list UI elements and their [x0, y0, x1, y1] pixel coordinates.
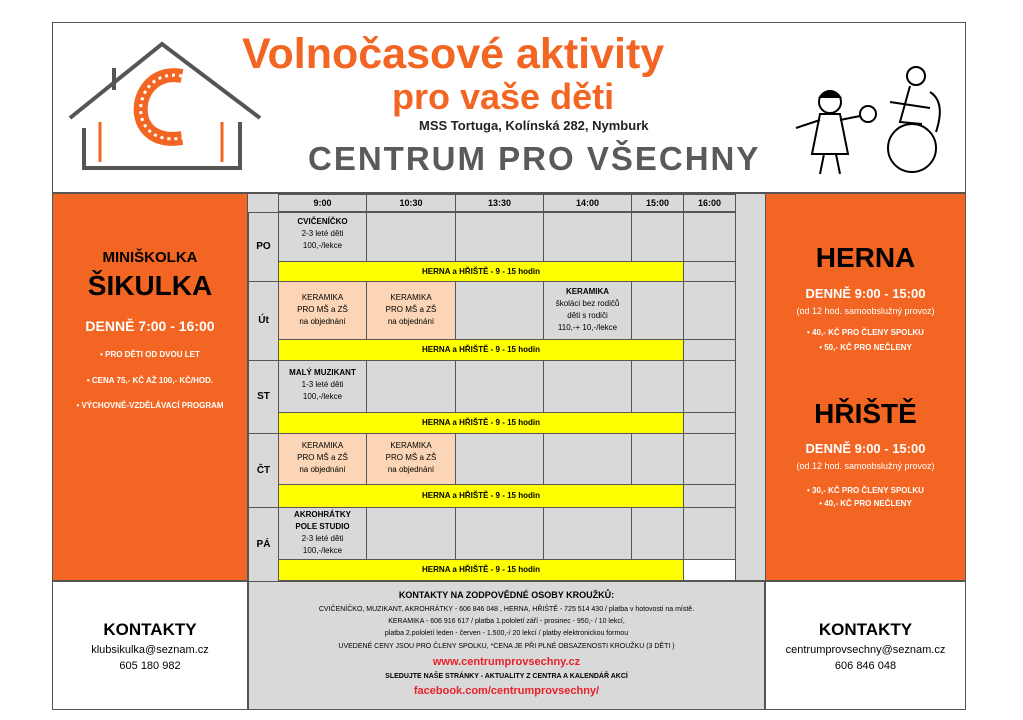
contacts-mid-line: KERAMIKA - 606 916 617 / platba 1.pololetí září - prosinec - 950,- / 10 lekcí,: [388, 618, 625, 625]
empty-cell: [543, 433, 632, 485]
empty-cell: [683, 484, 736, 508]
empty-cell: [683, 559, 736, 581]
time-header: 9:00: [278, 194, 367, 212]
follow-note: SLEDUJTE NAŠE STRÁNKY - AKTUALITY Z CENTRA A KALENDÁŘ AKCÍ: [385, 673, 628, 680]
empty-cell: [631, 360, 684, 413]
kids-drawing: [790, 62, 950, 180]
time-header: 16:00: [683, 194, 736, 212]
contacts-right: [765, 581, 966, 710]
herna-bar: HERNA a HŘIŠTĚ - 9 - 15 hodin: [278, 484, 684, 508]
contacts-title: KONTAKTY: [103, 620, 197, 639]
activity-name: AKROHRÁTKY: [294, 510, 351, 519]
herna-bullet: • 50,- KČ PRO NEČLENY: [819, 343, 912, 352]
contacts-mid-title: KONTAKTY NA ZODPOVĚDNÉ OSOBY KROUŽKŮ:: [398, 590, 615, 600]
ut-1030-cell: [366, 281, 456, 340]
hriste-note: (od 12 hod. samoobslužný provoz): [796, 461, 935, 471]
contacts-title: KONTAKTY: [818, 620, 913, 639]
activity-detail: školáci bez rodičů: [555, 299, 620, 308]
time-header: 10:30: [366, 194, 456, 212]
activity-name: KERAMIKA: [565, 287, 610, 296]
activity-note: na objednání: [299, 465, 346, 474]
contacts-left: [52, 581, 248, 710]
empty-cell: [455, 212, 544, 262]
activity-detail: PRO MŠ a ZŠ: [297, 453, 348, 462]
contacts-mid-note: UVEDENÉ CENY JSOU PRO ČLENY SPOLKU, *CENA JE PŘI PLNÉ OBSAZENOSTI KROUŽKU (3 DĚTI ): [338, 643, 675, 650]
herna-title: HERNA: [815, 242, 916, 273]
ut-900-cell: [278, 281, 367, 340]
empty-cell: [366, 507, 456, 560]
empty-cell: [683, 339, 736, 361]
hriste-title: HŘIŠTĚ: [814, 398, 917, 429]
empty-cell: [455, 360, 544, 413]
page-title: Volnočasové aktivity: [242, 30, 665, 78]
sikulka-bullet: • VÝCHOVNĚ-VZDĚLÁVACÍ PROGRAM: [76, 401, 224, 410]
empty-cell: [683, 212, 736, 262]
empty-cell: [683, 507, 736, 560]
centrum-logo-text: CENTRUM PRO VŠECHNY: [308, 140, 761, 177]
ct-1030-cell: [366, 433, 456, 485]
time-header: 14:00: [543, 194, 632, 212]
st-900-cell: [278, 360, 367, 413]
activity-detail: PRO MŠ a ZŠ: [385, 305, 437, 314]
website-link[interactable]: www.centrumprovsechny.cz: [432, 656, 581, 668]
contact-email[interactable]: centrumprovsechny@seznam.cz: [785, 644, 946, 656]
empty-cell: [683, 360, 736, 413]
empty-cell: [631, 433, 684, 485]
activity-name: KERAMIKA: [301, 441, 344, 450]
herna-bullet: • 40,- KČ PRO ČLENY SPOLKU: [807, 328, 924, 337]
sikulka-hours: DENNĚ 7:00 - 16:00: [85, 318, 215, 334]
day-label: ST: [248, 360, 279, 434]
time-header: 13:30: [455, 194, 544, 212]
herna-panel: [765, 193, 966, 581]
page-subtitle: pro vaše děti: [392, 76, 615, 117]
empty-cell: [631, 507, 684, 560]
sikulka-bullet: • CENA 75,- KČ AŽ 100,- KČ/HOD.: [86, 376, 214, 385]
herna-note: (od 12 hod. samoobslužný provoz): [796, 306, 935, 316]
facebook-link[interactable]: facebook.com/centrumprovsechny/: [413, 685, 600, 697]
empty-cell: [543, 507, 632, 560]
activity-detail: 2-3 leté děti: [301, 534, 344, 543]
activity-price: 100,-/lekce: [302, 546, 343, 555]
activity-name: KERAMIKA: [390, 441, 432, 450]
empty-cell: [631, 281, 684, 340]
activity-note: na objednání: [387, 317, 435, 326]
sikulka-bullet: • PRO DĚTI OD DVOU LET: [100, 350, 200, 359]
activity-detail: 1-3 leté děti: [301, 380, 344, 389]
activity-name: CVIČENÍČKO: [297, 217, 348, 226]
address: MSS Tortuga, Kolínská 282, Nymburk: [419, 118, 649, 133]
herna-bar: HERNA a HŘIŠTĚ - 9 - 15 hodin: [278, 559, 684, 581]
empty-cell: [543, 212, 632, 262]
day-label: PÁ: [248, 507, 279, 582]
empty-cell: [683, 433, 736, 485]
empty-cell: [366, 360, 456, 413]
empty-cell: [683, 412, 736, 434]
day-label: Út: [248, 281, 279, 361]
empty-cell: [455, 433, 544, 485]
activity-note: na objednání: [299, 317, 346, 326]
empty-cell: [683, 281, 736, 340]
hriste-bullet: • 30,- KČ PRO ČLENY SPOLKU: [807, 486, 924, 495]
activity-note: na objednání: [387, 465, 435, 474]
activity-price: 100,-/lekce: [302, 392, 343, 401]
empty-cell: [683, 261, 736, 282]
contacts-mid-line: platba 2.pololetí leden - červen - 1.500,-/ 20 lekcí / platby elektronickou formou: [384, 630, 629, 637]
day-label: ČT: [248, 433, 279, 508]
sikulka-title: ŠIKULKA: [87, 270, 213, 301]
day-label: PO: [248, 212, 279, 282]
empty-cell: [455, 281, 544, 340]
herna-bar: HERNA a HŘIŠTĚ - 9 - 15 hodin: [278, 261, 684, 282]
contact-email[interactable]: klubsikulka@seznam.cz: [91, 644, 209, 656]
activity-name: POLE STUDIO: [295, 522, 350, 531]
activity-name: KERAMIKA: [301, 293, 344, 302]
contacts-middle: [248, 581, 765, 710]
empty-cell: [366, 212, 456, 262]
activity-name: MALÝ MUZIKANT: [289, 368, 356, 377]
empty-cell: [631, 212, 684, 262]
contact-phone: 605 180 982: [119, 660, 181, 672]
sikulka-subtitle: MINIŠKOLKA: [102, 249, 198, 266]
sikulka-panel: [52, 193, 248, 581]
po-900-cell: [278, 212, 367, 262]
activity-price: 110,-+ 10,-/lekce: [557, 323, 618, 332]
activity-detail: 2-3 leté děti: [301, 229, 344, 238]
activity-detail: PRO MŠ a ZŠ: [297, 305, 348, 314]
hriste-bullet: • 40,- KČ PRO NEČLENY: [819, 499, 912, 508]
hriste-hours: DENNĚ 9:00 - 15:00: [805, 441, 926, 456]
schedule-table: [248, 193, 765, 581]
herna-hours: DENNĚ 9:00 - 15:00: [805, 286, 926, 301]
pa-900-cell: [278, 507, 367, 560]
herna-bar: HERNA a HŘIŠTĚ - 9 - 15 hodin: [278, 412, 684, 434]
activity-price: 100,-/lekce: [302, 241, 343, 250]
activity-detail: děti s rodiči: [567, 311, 608, 320]
empty-cell: [455, 507, 544, 560]
contacts-mid-line: CVIČENÍČKO, MUZIKANT, AKROHRÁTKY - 606 846 048 , HERNA, HŘIŠTĚ - 725 514 430 / platba v hotovosti na místě.: [318, 606, 695, 613]
activity-detail: PRO MŠ a ZŠ: [385, 453, 437, 462]
time-header: 15:00: [631, 194, 684, 212]
house-logo: [62, 38, 262, 178]
contact-phone: 606 846 048: [834, 660, 897, 672]
empty-cell: [543, 360, 632, 413]
activity-name: KERAMIKA: [390, 293, 432, 302]
herna-bar: HERNA a HŘIŠTĚ - 9 - 15 hodin: [278, 339, 684, 361]
ct-900-cell: [278, 433, 367, 485]
ut-1400-cell: [543, 281, 632, 340]
